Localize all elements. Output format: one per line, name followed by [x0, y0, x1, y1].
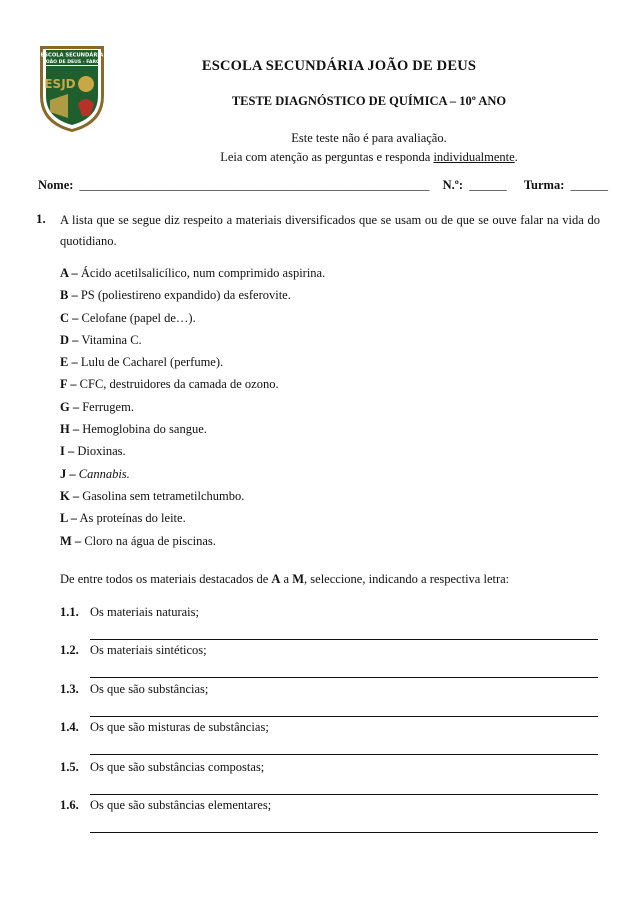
logo-text-top: ESCOLA SECUNDÁRIA — [40, 52, 104, 59]
item-text: Hemoglobina do sangue. — [82, 422, 207, 437]
answer-line[interactable] — [90, 625, 598, 640]
answer-line[interactable] — [90, 818, 598, 833]
subquestion-label: Os que são misturas de substâncias; — [90, 720, 269, 734]
subquestion-header — [60, 643, 605, 661]
class-label: Turma: — [523, 178, 565, 192]
subquestion-label: Os que são substâncias; — [90, 682, 209, 696]
student-info-row — [38, 178, 608, 193]
item-letter: A – — [60, 266, 78, 280]
list-item — [60, 284, 600, 306]
subquestion-number: 1.3. — [60, 682, 79, 696]
item-text: CFC, destruidores da camada de ozono. — [79, 377, 279, 392]
item-letter: G – — [60, 399, 80, 414]
item-letter: I – — [60, 444, 75, 459]
item-letter: E – — [60, 355, 78, 370]
instruction-text-mid: a — [280, 572, 293, 586]
item-letter: D – — [60, 332, 79, 347]
test-title: TESTE DIAGNÓSTICO DE QUÍMICA – 10º ANO — [231, 94, 507, 108]
number-field[interactable]: ______ — [469, 178, 507, 192]
list-item — [60, 262, 600, 284]
item-text: Ferrugem. — [82, 399, 134, 414]
item-letter: C – — [60, 310, 79, 325]
subquestion-label: Os que são substâncias elementares; — [90, 798, 272, 812]
item-text: As proteínas do leite. — [79, 511, 186, 526]
subquestion-header — [60, 682, 605, 700]
subquestion-header — [60, 720, 605, 738]
selection-instruction — [60, 572, 600, 587]
subquestion-header — [60, 605, 605, 623]
instruction-text-end: , seleccione, indicando a respectiva letra: — [304, 572, 510, 586]
subquestion — [60, 720, 605, 755]
answer-line[interactable] — [90, 702, 598, 717]
subquestion — [60, 760, 605, 795]
number-label: N.º: — [442, 178, 464, 192]
subquestion-label: Os materiais sintéticos; — [90, 643, 207, 657]
subquestion — [60, 643, 605, 678]
item-text: Ácido acetilsalicílico, num comprimido aspirina. — [80, 266, 326, 280]
subquestion — [60, 605, 605, 640]
item-text: Celofane (papel de…). — [81, 310, 196, 325]
materials-list — [60, 262, 600, 552]
item-text: Lulu de Cacharel (perfume). — [80, 355, 224, 370]
item-letter: L – — [60, 511, 78, 526]
subquestion-header — [60, 798, 605, 816]
subquestion-number: 1.5. — [60, 760, 79, 774]
item-text: Gasolina sem tetrametilchumbo. — [82, 488, 245, 503]
list-item — [60, 418, 600, 440]
list-item — [60, 396, 600, 418]
list-item — [60, 351, 600, 373]
list-item — [60, 307, 600, 329]
subquestion — [60, 682, 605, 717]
subquestion-number: 1.6. — [60, 798, 79, 812]
item-text: Dioxinas. — [77, 444, 126, 459]
note-suffix: . — [514, 150, 518, 164]
subquestion-number: 1.1. — [60, 605, 79, 619]
item-letter: M – — [60, 533, 82, 548]
instruction-letter-m: M — [292, 572, 305, 586]
list-item — [60, 485, 600, 507]
note-underlined-word: individualmente — [433, 150, 515, 164]
answer-line[interactable] — [90, 740, 598, 755]
item-letter: J – — [60, 466, 76, 481]
instruction-note-1: Este teste não é para avaliação. — [291, 131, 447, 145]
question-number: 1. — [36, 211, 46, 226]
subquestion-label: Os que são substâncias compostas; — [90, 760, 265, 774]
instruction-note-2 — [0, 150, 638, 165]
list-item — [60, 507, 600, 529]
item-text: Cloro na água de piscinas. — [84, 533, 216, 548]
subquestion-label: Os materiais naturais; — [90, 605, 199, 619]
item-text: Cannabis. — [78, 466, 130, 481]
item-letter: K – — [60, 488, 80, 503]
answer-line[interactable] — [90, 663, 598, 678]
logo-monogram: ESJD — [44, 77, 76, 91]
item-text: PS (poliestireno expandido) da esferovite. — [80, 288, 291, 303]
list-item — [60, 440, 600, 462]
logo-text-bottom: JOÃO DE DEUS - FARO — [44, 60, 100, 65]
list-item — [60, 530, 600, 552]
class-field[interactable]: ______ — [570, 178, 608, 192]
item-text: Vitamina C. — [81, 332, 142, 347]
answer-line[interactable] — [90, 780, 598, 795]
subquestion — [60, 798, 605, 833]
item-letter: B – — [60, 288, 78, 303]
list-item — [60, 329, 600, 351]
school-name: ESCOLA SECUNDÁRIA JOÃO DE DEUS — [201, 58, 477, 74]
name-label: Nome: — [38, 178, 74, 192]
subquestion-number: 1.2. — [60, 643, 79, 657]
question-text: A lista que se segue diz respeito a materiais diversificados que se usam ou de que se ouve falar na vida do quotidiano. — [60, 213, 600, 248]
note-prefix: Leia com atenção as perguntas e responda — [220, 150, 434, 164]
list-item — [60, 463, 600, 485]
item-letter: H – — [60, 422, 80, 437]
subquestion-header — [60, 760, 605, 778]
subquestion-number: 1.4. — [60, 720, 79, 734]
instruction-letter-a: A — [271, 572, 281, 586]
name-field[interactable]: ________________________________________________________ — [79, 178, 430, 192]
instruction-text: De entre todos os materiais destacados de — [60, 572, 272, 586]
item-letter: F – — [60, 377, 77, 392]
list-item — [60, 373, 600, 395]
